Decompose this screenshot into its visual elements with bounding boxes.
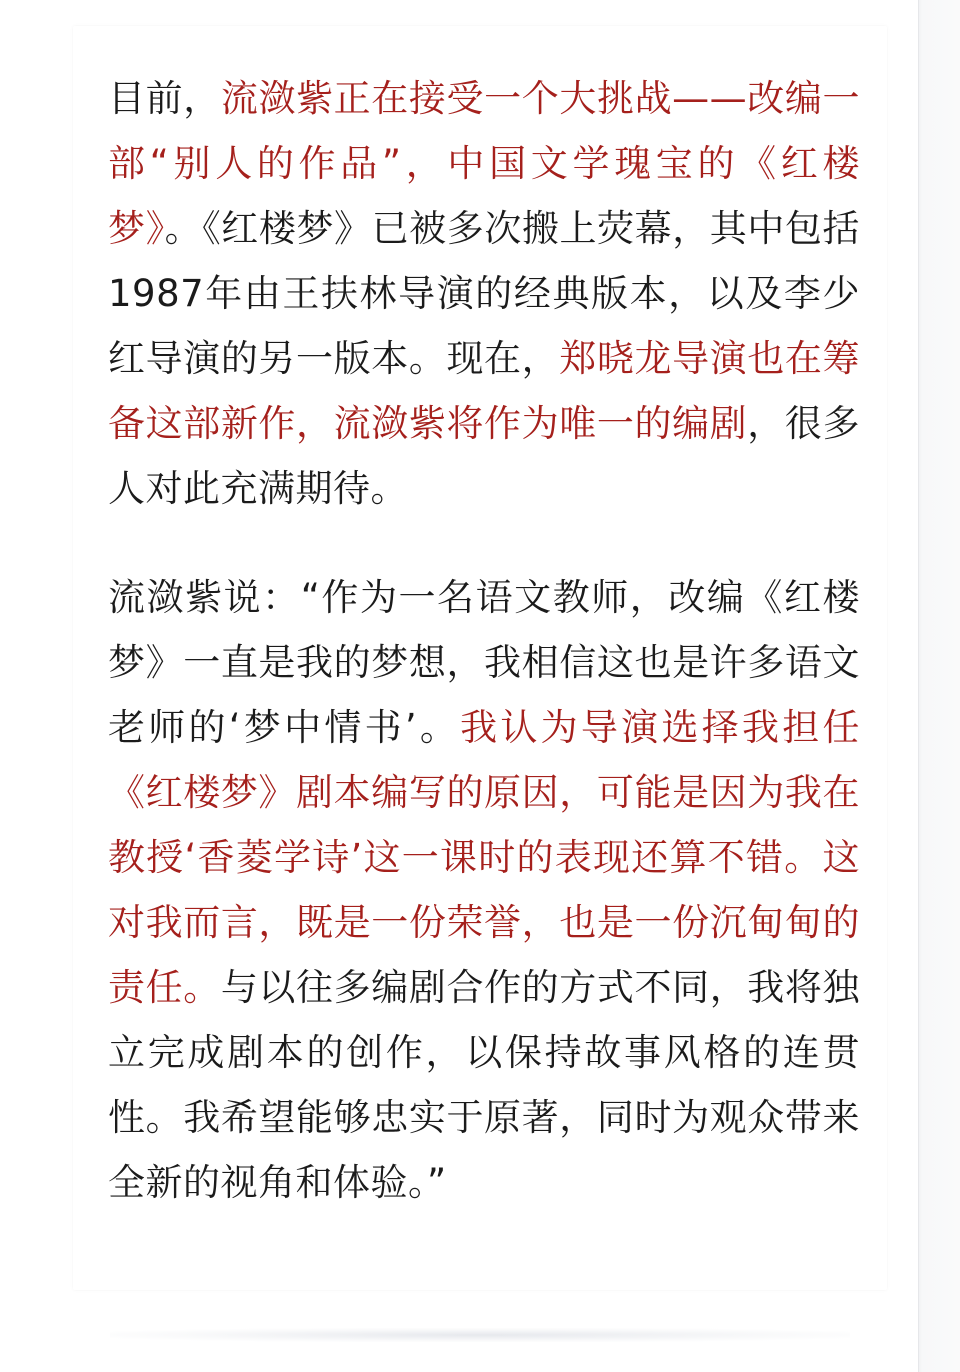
text-segment: ，很多人对此充满期待。 — [108, 402, 861, 510]
highlight-segment: 郑晓龙导演也在筹备这部新作，流潋紫将作为唯一的编剧 — [108, 337, 861, 445]
text-segment: 目前， — [108, 77, 221, 120]
highlight-segment: 我认为导演选择我担任《红楼梦》剧本编写的原因，可能是因为我在教授‘香菱学诗’这一课时的表现还算不错。这对我而言，既是一份荣誉，也是一份沉甸甸的责任。 — [108, 706, 860, 1009]
article-body — [108, 26, 860, 1215]
text-segment: 与以往多编剧合作的方式不同，我将独立完成剧本的创作，以保持故事风格的连贯性。我希望能够忠实于原著，同时为观众带来全新的视角和体验。” — [108, 966, 861, 1204]
page-right-edge — [918, 0, 960, 1372]
highlight-segment: 流潋紫正在接受一个大挑战——改编一部“别人的作品”，中国文学瑰宝的《红楼梦》 — [108, 77, 861, 250]
text-segment: 流潋紫说：“作为一名语文教师，改编《红楼梦》一直是我的梦想，我相信这也是许多语文老师的‘梦中情书’。 — [108, 576, 860, 749]
article-card — [73, 26, 887, 1290]
text-segment: 。《红楼梦》已被多次搬上荧幕，其中包括1987年由王扶林导演的经典版本，以及李少红导演的另一版本。现在， — [108, 207, 861, 380]
paragraph-1 — [108, 26, 860, 521]
paragraph-2 — [108, 565, 860, 1215]
card-bottom-shadow — [110, 1328, 850, 1342]
